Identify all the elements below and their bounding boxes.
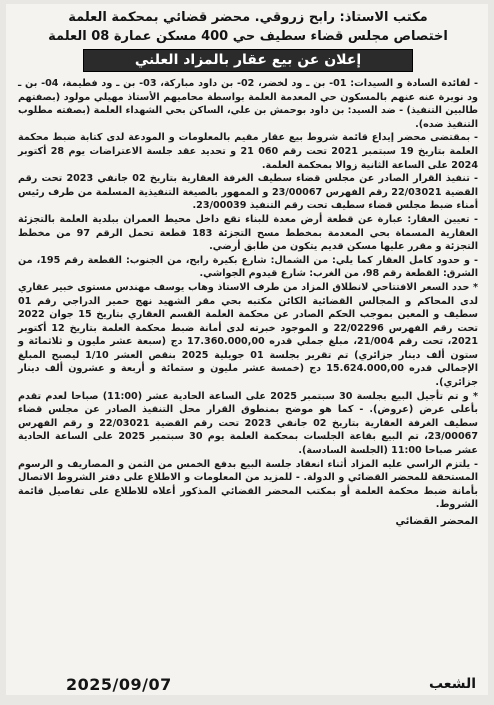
publication-date: 2025/09/07 [66, 674, 172, 694]
publication-footer [6, 673, 488, 695]
notice-banner: إعلان عن بيع عقار بالمزاد العلني [83, 49, 413, 72]
legal-notice-clipping [6, 4, 488, 695]
paragraph-boundaries: - و حدود كامل العقار كما يلي: من الشمال: شارع بكيرة رابح، من الجنوب: القطعة رقم 195، من الشرق: القطعة رقم 98، من الغرب: شارع قيدوم الجواشي. [18, 254, 479, 280]
notice-body [18, 77, 478, 512]
paragraph-conditions: - بمقتضى محضر إيداع قائمة شروط بيع عقار مقيم بالمعلومات و المودعة لدى كتابة ضبط محكمة العلمة بتاريخ 19 سبتمبر 2021 تحت رقم 060 21 و تحديد عقد جلسة الاعتراضات يوم 28 أكتوبر 2024 على الساعة الثانية زوالا بمحكمة العلمة. [18, 132, 478, 171]
paragraph-ruling: - تنفيذ القرار الصادر عن مجلس قضاء سطيف الغرفة العقارية بتاريخ 02 جانفي 2023 تحت رقم القضية 22/03021 رقم الفهرس 23/00067 و الممهور بالصيغة التنفيذية المسلمة من طرف رئيس أمناء ضبط مجلس قضاء سطيف تحت رقم التنفيذ 23/00039. [18, 173, 478, 212]
publication-name: الشعب [428, 676, 476, 692]
office-title: مكتب الاستاذ: رابح زروقي. محضر قضائي بمحكمة العلمة [68, 10, 428, 25]
paragraph-price: * حدد السعر الافتتاحي لانطلاق المزاد من طرف الاستاذ وهاب يوسف مهندس مستوى خبير عقاري لدى المحاكم و المجالس القضائية الكائن مكتبه بحي مقر الشهيد نهج حمير الدراجي رقم 01 سطيف و المعين بموجب الحكم الصادر عن محكمة العلمة القسم العقاري بتاريخ 15 جوان 2022 تحت رقم الفهرس 22/02296 و الموجود خبرته لدى أمانة ضبط محكمة العلمة بتاريخ 12 أكتوبر 2021، تحت رقم 21/004، مبلغ جملي قدره 17.360.000,00 دج (سبعة عشر مليون و ثلاثمائة و ستون ألف دينار جزائري) تم تقرير بجلسة 01 جويلية 2025 بنقص العشر 1/10 ليصبح المبلغ الإجمالي قدره 15.624.000,00 دج (خمسة عشر مليون و ستمائة و أربعة و عشرون ألف دينار جزائري). [18, 281, 479, 389]
office-address: اختصاص مجلس قضاء سطيف حي 400 مسكن عمارة 08 العلمة [48, 29, 448, 44]
paragraph-obligations: - يلتزم الراسي عليه المزاد أثناء انعقاد جلسة البيع بدفع الخمس من الثمن و المصاريف و الرسوم المستحقة للمحضر القضائي و الدولة. - للمزيد من المعلومات و الاطلاع على دفتر الشروط الاتصال بأمانة ضبط محكمة العلمة أو بمكتب المحضر القضائي المذكور أعلاه للاطلاع على تفاصيل قائمة الشروط. [18, 458, 478, 511]
signature-row [18, 516, 478, 527]
paragraph-auction-date: * و تم تأجيل البيع بجلسة 30 سبتمبر 2025 على الساعة الحادية عشر (11:00) صباحا لعدم تقدم بأعلى عرض (عروض). - كما هو موضح بمنطوق القرار محل التنفيذ الصادر عن مجلس قضاء سطيف الغرفة العقارية بتاريخ 02 جانفي 2023 تحت رقم القضية 22/03021 و رقم الفهرس 23/00067، تم البيع بقاعة الجلسات بمحكمة العلمة يوم 30 سبتمبر 2025 على الساعة الحادية عشر صباحا 11:00 (الجلسة السادسة). [18, 390, 478, 457]
paragraph-property: - تعيين العقار: عبارة عن قطعة أرض معدة للبناء تقع داخل محيط العمران ببلدية العلمة بالتجزئة العقارية المسماة بحي المعدمة بمخطط مسح التجزئة 183 قطعة تحمل الرقم 97 من مخطط التجزئة و مقرر عليها مسكن قديم يتكون من طابق أرضي. [18, 213, 478, 253]
paragraph-parties: - لفائدة السادة و السيدات: 01- بن ـ ود لخضر، 02- بن داود مباركة، 03- بن ـ ود فطيمة، 04- بن ـ ود نويرة عنه عنهم بالمسكون حي المعدمة العلمة بواسطة محاميهم الأستاذ مهيلي مولود (بصفتهم طالبين التنفيذ) - ضد السيد: بن داود بوحمش بن علي، الساكن بحي الشهداء العلمة (بصفته مطلوب التنفيذ ضده). [18, 78, 478, 130]
signature: المحضر القضائي [395, 516, 478, 527]
